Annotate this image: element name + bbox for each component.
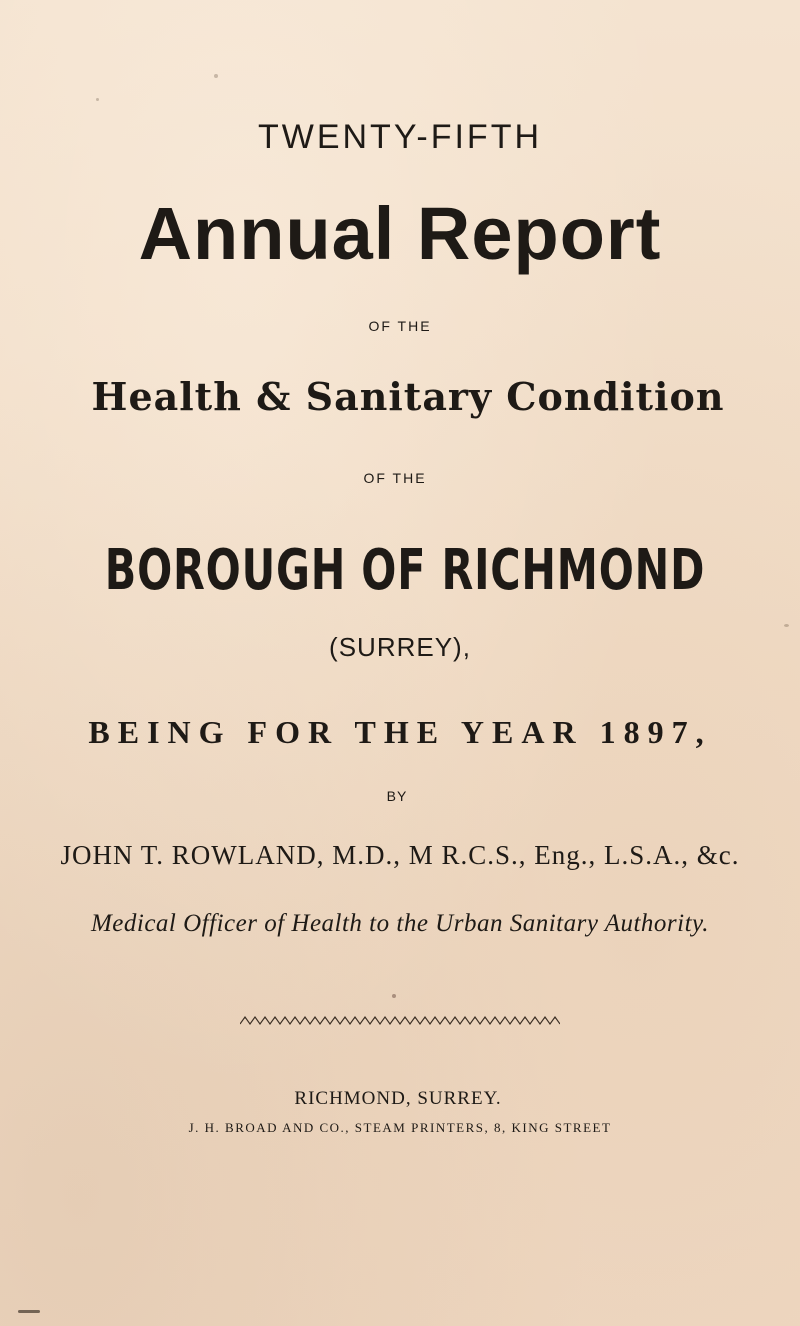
printer-imprint: J. H. BROAD AND CO., STEAM PRINTERS, 8, KING STREET: [188, 1120, 612, 1135]
publication-place: RICHMOND, SURREY.: [294, 1088, 502, 1109]
borough-name: BOROUGH OF RICHMOND: [104, 538, 706, 603]
paper-speck: [18, 1310, 40, 1313]
of-the-label-1: OF THE: [368, 318, 432, 334]
of-the-label-2: OF THE: [363, 470, 427, 486]
paper-speck: [784, 624, 789, 627]
report-year-line: BEING FOR THE YEAR 1897,: [88, 714, 712, 750]
paper-speck: [392, 994, 396, 998]
paper-speck: [96, 98, 99, 101]
ornamental-rule: [240, 1014, 560, 1026]
report-subject: Health & Sanitary Condition: [91, 374, 725, 419]
by-label: BY: [386, 788, 408, 804]
author-name: JOHN T. ROWLAND, M.D., M R.C.S., Eng., L.S.A., &c.: [60, 840, 740, 870]
report-title: Annual Report: [138, 192, 662, 275]
county-name: (SURREY),: [329, 632, 471, 662]
author-role: Medical Officer of Health to the Urban Sanitary Authority.: [90, 910, 710, 937]
paper-speck: [214, 74, 218, 78]
report-ordinal: TWENTY-FIFTH: [257, 118, 543, 156]
